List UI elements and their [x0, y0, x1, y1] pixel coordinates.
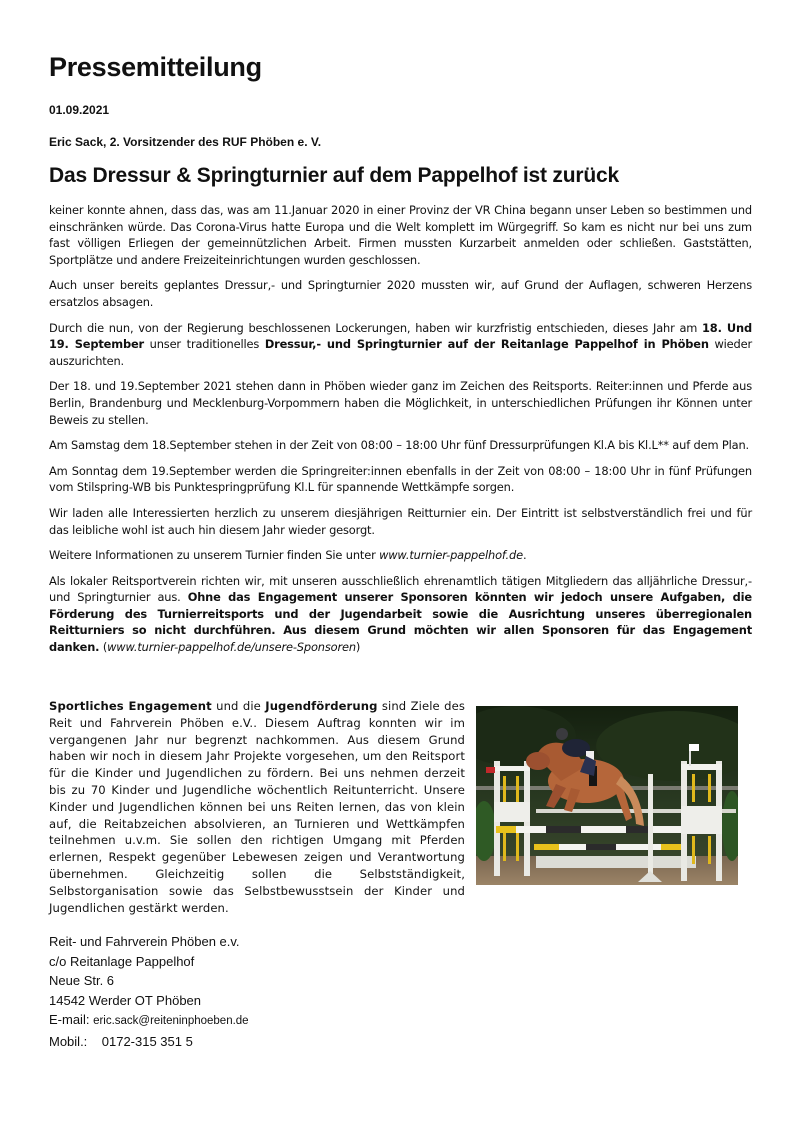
email-label: E-mail: — [49, 1012, 94, 1028]
contact-street: Neue Str. 6 — [49, 973, 115, 989]
show-jumping-photo — [476, 706, 738, 885]
phone-number: 0172-315 351 5 — [101, 1033, 193, 1049]
contact-city: 14542 Werder OT Phöben — [49, 992, 202, 1008]
paragraph-invitation: Wir laden alle Interessierten herzlich zu unserem diesjährigen Reitturnier ein. Der Eintritt ist selbstverständlich frei und für das leibliche wohl ist auch hin diesem Jahr wieder gesorgt. — [49, 505, 752, 537]
horse-jumping-image — [476, 706, 738, 885]
paragraph-sponsors: Als lokaler Reitsportverein richten wir, mit unseren ausschließlich ehrenamtlich tätigen Mitgliedern das alljährliche Dressur,- und Springturnier aus. Ohne das Engagement unserer Sponsoren könnten wir jedoch unsere Aufgaben, die Förderung des Turnierreitsports und der Jugendarbeit sowie die Ausrichtung unseres überregionalen Reitturniers so nicht durchführen. Aus diesem Grund möchten wir allen Sponsoren für das Engagement danken. (www.turnier-pappelhof.de/unsere-Sponsoren) — [49, 573, 752, 655]
contact-organization: Reit- und Fahrverein Phöben e.v. — [49, 934, 240, 949]
release-date: 01.09.2021 — [49, 103, 110, 117]
headline: Das Dressur & Springturnier auf dem Pappelhof ist zurück — [49, 164, 619, 187]
youth-section — [49, 698, 752, 916]
author-line: Eric Sack, 2. Vorsitzender des RUF Phöben e. V. — [49, 135, 322, 149]
paragraph-youth: Sportliches Engagement und die Jugendförderung sind Ziele des Reit und Fahrverein Phöben e.V.. Diesem Auftrag konnten wir im vergangenen Jahr nur begrenzt nachkommen. Aus diesem Grund haben wir noch in diesem Jahr Projekte vorgesehen, um den Reitsport für die Kinder und Jugendlichen zu fördern. Bei uns nehmen derzeit bis zu 70 Kinder und Jugendliche wöchentlich Reitunterricht. Unsere Kinder und Jugendlichen können bei uns Reiten lernen, das von klein auf, die Reitabzeichen absolvieren, an Turnieren und Wettkämpfen teilnehmen u.v.m. Sie sollen den richtigen Umgang mit Pferden erlernen, Respekt gegenüber Lebewesen zeigen und Verantwortung übernehmen. Gleichzeitig sollen die Selbstständigkeit, Selbstorganisation sowie das Selbstbewusstsein der Kinder und Jugendlichen gestärkt werden. — [49, 699, 465, 915]
paragraph-intro: keiner konnte ahnen, dass das, was am 11.Januar 2020 in einer Provinz der VR China begann unser Leben so bestimmen und einschränken würde. Das Corona-Virus hatte Europa und die Welt komplett im Würgegriff. So kam es nicht nur bei uns zum fast völligen Erliegen der gemeinnützlichen Arbeit. Firmen mussten Kurzarbeit anmelden oder schließen. Gaststätten, Sportplätze und andere Freizeiteinrichtungen wurden geschlossen. — [49, 203, 752, 267]
paragraph-sunday: Am Sonntag dem 19.September werden die Springreiter:innen ebenfalls in der Zeit von 08:00 – 18:00 Uhr in fünf Prüfungen vom Stilspring-WB bis Punktespringprüfung Kl.L für spannende Wettkämpfe sorgen. — [49, 463, 752, 495]
phone-label: Mobil.: — [49, 1033, 88, 1049]
paragraph-cancellation: Auch unser bereits geplantes Dressur,- und Springturnier 2020 mussten wir, auf Grund der Auflagen, schweren Herzens ersatzlos absagen. — [49, 278, 752, 309]
contact-email-line — [49, 1010, 249, 1032]
contact-care-of: c/o Reitanlage Pappelhof — [49, 953, 195, 969]
tournament-link[interactable]: www.turnier-pappelhof.de — [379, 548, 523, 563]
paragraph-announcement: Durch die nun, von der Regierung beschlossenen Lockerungen, haben wir kurzfristig entschieden, dieses Jahr am 18. Und 19. September unser traditionelles Dressur,- und Springturnier auf der Reitanlage Pappelhof in Phöben wieder auszurichten. — [49, 320, 752, 368]
body-text — [49, 202, 752, 665]
paragraph-participants: Der 18. und 19.September 2021 stehen dann in Phöben wieder ganz im Zeichen des Reitsports. Reiter:innen und Pferde aus Berlin, Brandenburg und Mecklenburg-Vorpommern haben die Möglichkeit, in unterschiedlichen Prüfungen ihr Können unter Beweis zu stellen. — [49, 379, 752, 427]
event-dates: 18. Und 19. September — [49, 320, 752, 352]
paragraph-more-info: Weitere Informationen zu unserem Turnier finden Sie unter www.turnier-pappelhof.de. — [49, 548, 527, 563]
contact-block — [49, 932, 249, 1052]
event-name: Dressur,- und Springturnier auf der Reitanlage Pappelhof in Phöben — [264, 337, 709, 352]
email-address[interactable]: eric.sack@reiteninphoeben.de — [93, 1015, 249, 1028]
contact-phone-line — [49, 1032, 249, 1052]
sponsors-link[interactable]: www.turnier-pappelhof.de/unsere-Sponsoren — [107, 640, 356, 655]
paragraph-saturday: Am Samstag dem 18.September stehen in der Zeit von 08:00 – 18:00 Uhr fünf Dressurprüfungen Kl.A bis Kl.L** auf dem Plan. — [49, 438, 749, 453]
document-title: Pressemitteilung — [49, 52, 262, 82]
